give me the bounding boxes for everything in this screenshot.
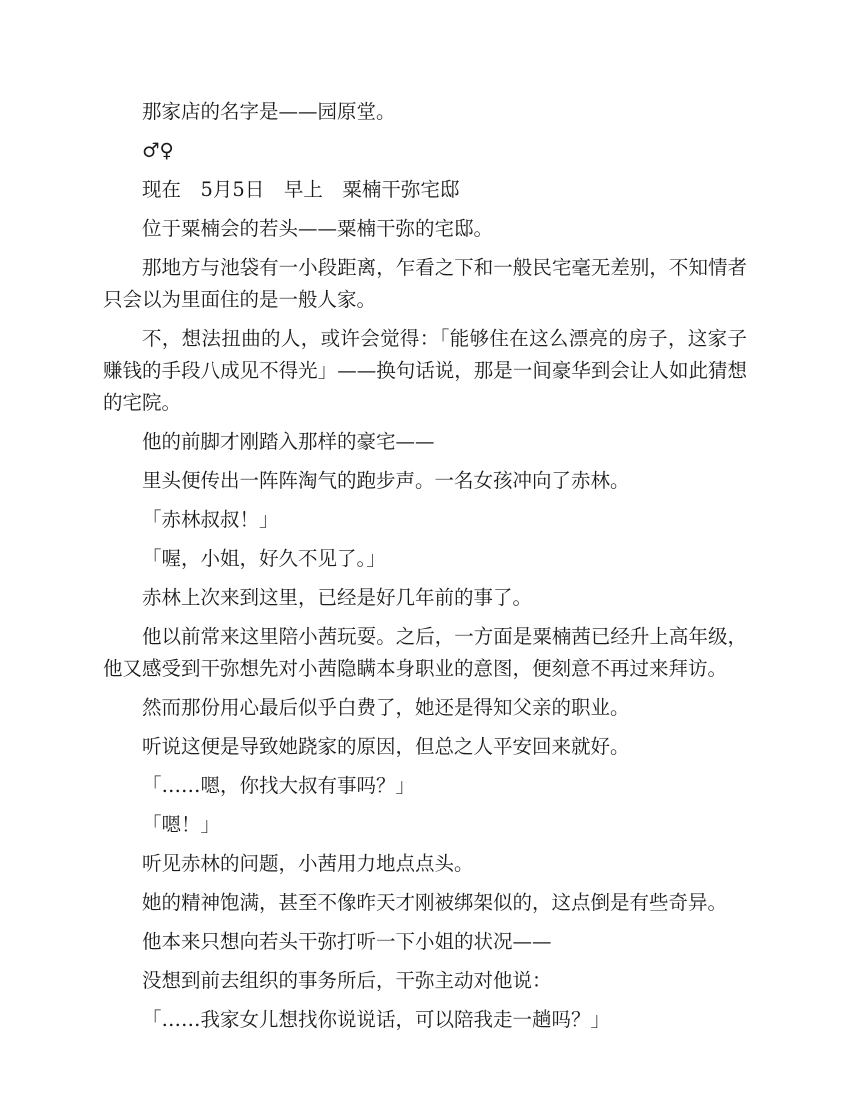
paragraph: 然而那份用心最后似乎白费了，她还是得知父亲的职业。 (142, 696, 630, 719)
paragraph: 位于粟楠会的若头——粟楠干弥的宅邸。 (142, 217, 494, 240)
dialogue-line: 「嗯！」 (142, 813, 221, 836)
paragraph: 她的精神饱满，甚至不像昨天才刚被绑架似的，这点倒是有些奇异。 (142, 891, 728, 914)
paragraph: 听见赤林的问题，小茜用力地点点头。 (142, 852, 474, 875)
paragraph: 里头便传出一阵阵淘气的跑步声。一名女孩冲向了赤林。 (142, 469, 630, 492)
dialogue-line: 「喔，小姐，好久不见了。」 (142, 547, 386, 570)
scene-heading: 现在 5月5日 早上 粟楠干弥宅邸 (142, 178, 460, 201)
paragraph: 那家店的名字是——园原堂。 (142, 100, 396, 123)
body-text (103, 96, 747, 1043)
dialogue-line: 「……我家女儿想找你说说话，可以陪我走一趟吗？」 (142, 1008, 611, 1031)
paragraph: 没想到前去组织的事务所后，干弥主动对他说： (142, 969, 552, 992)
paragraph: 听说这便是导致她跷家的原因，但总之人平安回来就好。 (142, 735, 630, 758)
paragraph: 他的前脚才刚踏入那样的豪宅—— (142, 430, 435, 453)
paragraph: 赤林上次来到这里，已经是好几年前的事了。 (142, 586, 533, 609)
paragraph: 他以前常来这里陪小茜玩耍。之后，一方面是粟楠茜已经升上高年级，他又感受到干弥想先对小茜隐瞒本身职业的意图，便刻意不再过来拜访。 (103, 625, 747, 680)
paragraph: 那地方与池袋有一小段距离，乍看之下和一般民宅毫无差别，不知情者只会以为里面住的是一般人家。 (103, 256, 747, 311)
paragraph: 不，想法扭曲的人，或许会觉得：「能够住在这么漂亮的房子，这家子赚钱的手段八成见不得光」——换句话说，那是一间豪华到会让人如此猜想的宅院。 (103, 327, 747, 414)
paragraph: 他本来只想向若头干弥打听一下小姐的状况—— (142, 930, 552, 953)
dialogue-line: 「……嗯，你找大叔有事吗？」 (142, 774, 416, 797)
scene-break-symbol: ♂♀ (142, 139, 174, 162)
dialogue-line: 「赤林叔叔！」 (142, 508, 279, 531)
